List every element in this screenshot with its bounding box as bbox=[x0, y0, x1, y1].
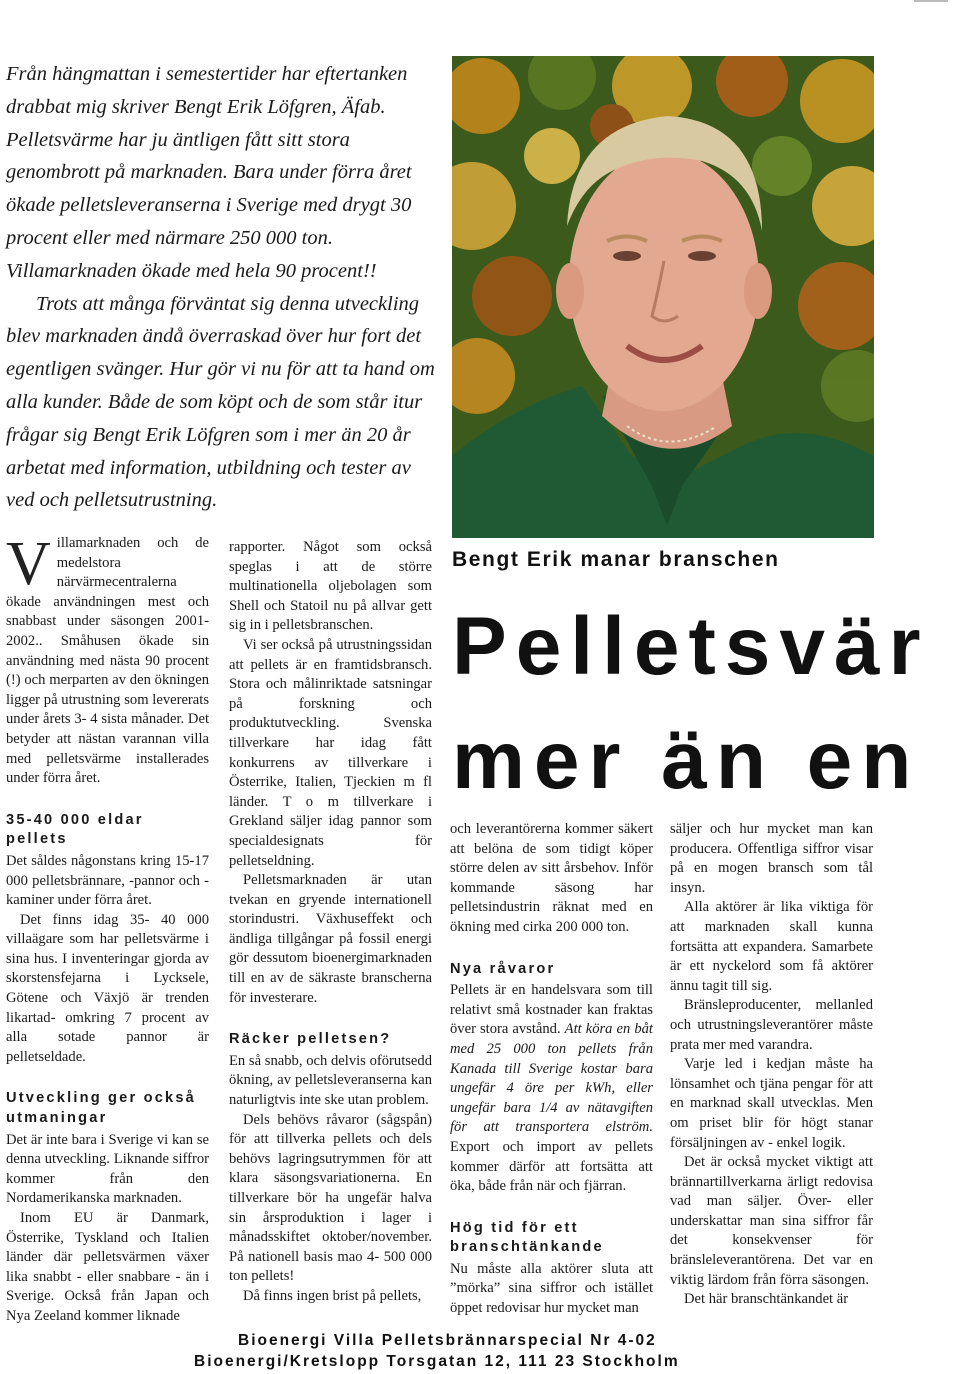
column-2-paragraph: Dels behövs råvaror (sågspån) för att tillverka pellets och dels behövs lagringsutrymmen för att klara säsongsvariationerna. En tillverkare bör ha ungefär halva sin årsproduktion i lager i månadsskiftet oktober/november. På nationell basis mao 4- 500 000 ton pellets! bbox=[229, 1111, 432, 1285]
column-2-paragraph: rapporter. Något som också speglas i att de större multinationella oljebolagen som Shell och Statoil nu på allvar gett sig in i pelletsbranschen. bbox=[229, 539, 432, 634]
column-2-paragraph: En så snabb, och delvis oförutsedd ökning, av pelletsleveranserna kan naturligtvis inte ske utan problem. bbox=[229, 1052, 432, 1109]
column-2-paragraph: Pelletsmarknaden är utan tvekan en gryende internationell storindustri. Växhuseffekt och ändliga tillgångar på fossil energi gör dessutom bioenergimarknaden till en av de säkraste branscherna för investerare. bbox=[229, 872, 432, 1006]
portrait-photo bbox=[452, 56, 874, 538]
column-4-paragraph: Alla aktörer är lika viktiga för att marknaden skall kunna fortsätta att expandera. Samarbete är ett nyckelord som få aktörer ännu tagit till sig. bbox=[670, 899, 873, 994]
subheading-nya-ravaror: Nya råvaror bbox=[450, 960, 556, 977]
headline-line-1: Pelletsvär bbox=[452, 601, 930, 692]
intro-text bbox=[6, 58, 436, 517]
intro-paragraph-2: Trots att många förväntat sig denna utveckling blev marknaden ändå överraskad över hur fort det egentligen svänger. Hur gör vi nu för att ta hand om alla kunder. Både de som köpt och de som står itur frågar sig Bengt Erik Löfgren som i mer än 20 år arbetat med information, utbildning och tester av ved och pelletsutrustning. bbox=[6, 292, 435, 512]
headline-kicker: Bengt Erik manar branschen bbox=[452, 548, 780, 571]
column-2-paragraph: Vi ser också på utrustningssidan att pellets är en framtidsbransch. Stora och målinriktade satsningar på forskning och produktutveckling. Svenska tillverkare har idag fått konkurrens av tillverkare i Österrike, Italien, Tjeckien m fl länder. T o m tillverkare i Grekland säljer idag pannor som specialdesignats för pelletseldning. bbox=[229, 636, 432, 869]
column-4-paragraph: Det här branschtänkandet är bbox=[684, 1291, 849, 1308]
column-3-paragraph: Pellets är en handelsvara som till relativt små kostnader kan fraktas över stora avstånd. Att köra en båt med 25 000 ton pellets från Kanada till Sverige kostar bara ungefär 4 öre per kWh, eller ungefär bara 1/4 av nätavgiften för att transportera elström. Export och import av pellets kommer därför att fortsätta att öka, både från när och fjärran. bbox=[450, 982, 653, 1195]
article-column-3 bbox=[450, 820, 653, 1319]
column-4-paragraph: Det är också mycket viktigt att brännartillverkarna ärligt redovisa vad man säljer. Över- eller underskattar man sina siffror får det konsekvenser för bränsleleverantörena. Det var en viktig lärdom från förra säsongen. bbox=[670, 1154, 873, 1288]
headline-line-2: mer än en bbox=[452, 715, 921, 806]
subheading-racker-pelletsen: Räcker pelletsen? bbox=[229, 1031, 392, 1048]
column-3-paragraph: och leverantörerna kommer säkert att belöna de som tidigt köper större delen av sitt årsbehov. Inför kommande säsong har pelletsindustrin räknat med en ökning med cirka 200 000 ton. bbox=[450, 821, 653, 935]
column-4-paragraph: säljer och hur mycket man kan producera. Offentliga siffror visar på en mogen bransch som tål insyn. bbox=[670, 821, 873, 896]
article-column-4 bbox=[670, 820, 873, 1310]
column-1-paragraph: Det såldes någonstans kring 15-17 000 pelletsbrännare, -pannor och -kaminer under förra året. bbox=[6, 852, 209, 909]
article-column-2 bbox=[229, 538, 432, 1307]
subheading-branschtankande: Hög tid för ett branschtänkande bbox=[450, 1219, 604, 1256]
column-4-paragraph: Varje led i kedjan måste ha lönsamhet och tjäna pengar för att en marknad skall utvecklas. Men om priset blir för högt stanar försäljningen av - enkel logik. bbox=[670, 1056, 873, 1151]
column-2-paragraph: Då finns ingen brist på pellets, bbox=[243, 1287, 422, 1304]
footer-publication: Bioenergi Villa Pelletsbrännarspecial Nr 4-02 bbox=[238, 1332, 657, 1349]
drop-cap: V bbox=[6, 530, 51, 598]
article-column-1 bbox=[6, 530, 209, 1327]
footer-address: Bioenergi/Kretslopp Torsgatan 12, 111 23 Stockholm bbox=[194, 1353, 680, 1370]
column-1-paragraph: Det finns idag 35- 40 000 villaägare som har pelletsvärme i sina hus. I inventeringar gjorda av skorstensfejarna i Lycksele, Götene och Växjö är trenden likartad- omkring 7 procent av alla sotade pannor är pelletseldade. bbox=[6, 911, 209, 1065]
corner-mark bbox=[914, 0, 948, 2]
subheading-eldar-pellets: 35-40 000 eldar pellets bbox=[6, 811, 144, 848]
column-1-paragraph: Villamarknaden och de medelstora närvärmecentralerna ökade användningen mest och snabbast under säsongen 2001-2002.. Småhusen ökade sin användning med nästa 90 procent (!) och merparten av den ökningen ligger på utrustning som levererats under årets 3- 4 sista månader. Det betyder att nästan varannan villa med pelletsvärme installerades under förra året. bbox=[6, 530, 209, 787]
column-1-paragraph: Det är inte bara i Sverige vi kan se denna utveckling. Liknande siffror kommer från den Nordamerikanska marknaden. bbox=[6, 1131, 209, 1207]
column-3-paragraph: Nu måste alla aktörer sluta att ”mörka” sina siffror och istället öppet redovisar hur mycket man bbox=[450, 1260, 653, 1317]
intro-paragraph-1: Från hängmattan i semestertider har eftertanken drabbat mig skriver Bengt Erik Löfgren, Äfab. Pelletsvärme har ju äntligen fått sitt stora genombrott på marknaden. Bara under förra året ökade pelletsleveranserna i Sverige med drygt 30 procent eller med närmare 250 000 ton. Villamarknaden ökade med hela 90 procent!! bbox=[6, 63, 412, 282]
column-1-paragraph: Inom EU är Danmark, Österrike, Tyskland och Italien länder där pelletsvärmen växer lika snabbt - eller snabbare - än i Sverige. Också från Japan och Nya Zeeland kommer liknade bbox=[6, 1210, 209, 1324]
subheading-utveckling: Utveckling ger också utmaningar bbox=[6, 1090, 197, 1127]
column-4-paragraph: Bränsleproducenter, mellanled och utrustningsleverantörer måste prata mer med varandra. bbox=[670, 997, 873, 1053]
